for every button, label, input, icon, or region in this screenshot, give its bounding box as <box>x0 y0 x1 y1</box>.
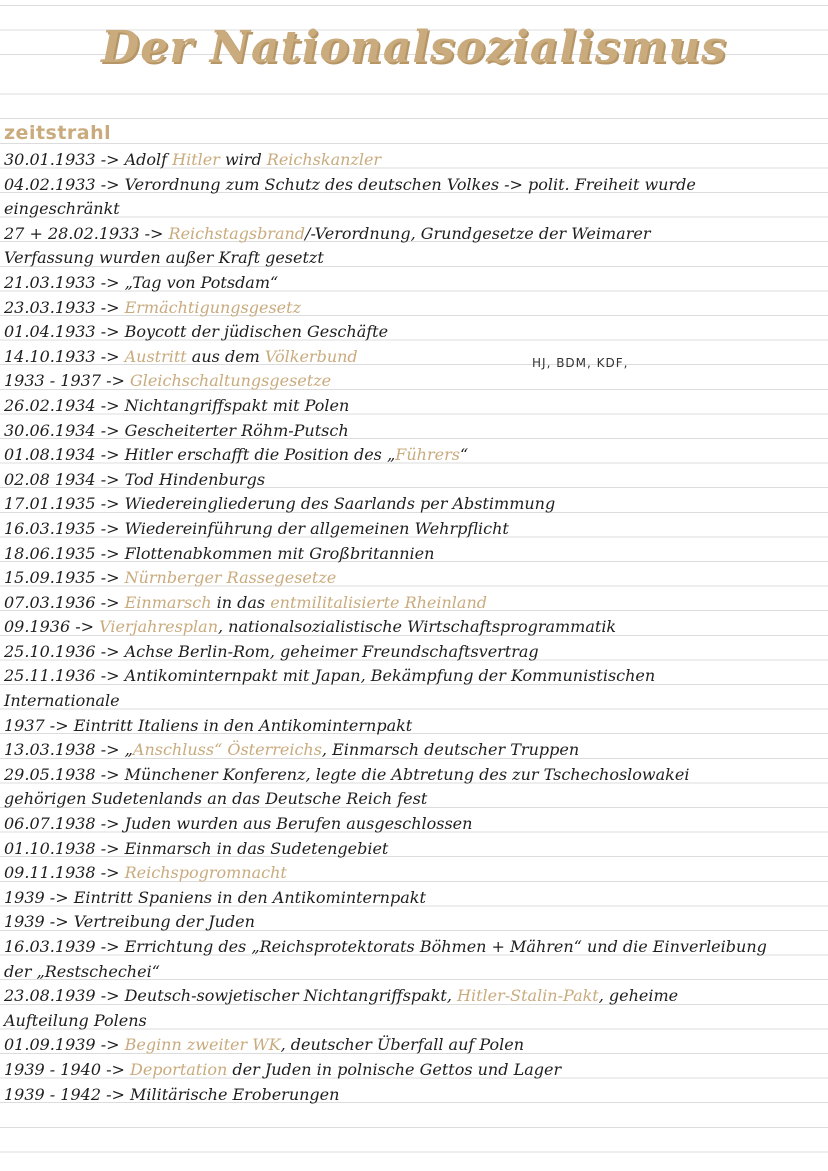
line-text: , Einmarsch deutscher Truppen <box>321 740 580 760</box>
line-text: , nationalsozialistische Wirtschaftsprogrammatik <box>218 617 617 637</box>
line-text: 30.01.1933 -> Adolf <box>4 150 173 169</box>
timeline-notes <box>4 148 822 1107</box>
timeline-line <box>4 394 822 419</box>
timeline-line <box>4 787 822 812</box>
timeline-line <box>4 1083 822 1108</box>
line-text: 1939 -> Eintritt Spaniens in den Antikominternpakt <box>4 887 426 907</box>
line-text: 02.08 1934 -> Tod Hindenburgs <box>4 469 266 489</box>
line-text: 25.11.1936 -> Antikominternpakt mit Japan, Bekämpfung der Kommunistischen <box>4 666 656 686</box>
line-text: eingeschränkt <box>4 199 120 219</box>
line-text: “ <box>459 445 469 465</box>
line-text: 1939 - 1942 -> Militärische Eroberungen <box>4 1084 340 1104</box>
line-text: 01.10.1938 -> Einmarsch in das Sudetengebiet <box>4 838 389 858</box>
highlighted-term: Vierjahresplan <box>99 617 218 637</box>
highlighted-term: Nürnberger Rassegesetze <box>124 568 337 588</box>
timeline-line <box>4 763 822 788</box>
line-text: Internationale <box>4 691 120 711</box>
line-text: 1939 - 1940 -> <box>4 1059 130 1079</box>
timeline-line <box>4 837 822 862</box>
highlighted-term: Ermächtigungsgesetz <box>124 297 301 317</box>
highlighted-term: Einmarsch <box>124 592 212 612</box>
page-title: Der Nationalsozialismus <box>101 22 727 73</box>
timeline-line <box>4 197 822 222</box>
line-text: Verfassung wurden außer Kraft gesetzt <box>4 248 324 268</box>
line-text: 21.03.1933 -> „Tag von Potsdam“ <box>4 272 279 292</box>
timeline-line <box>4 296 822 321</box>
line-text: der Juden in polnische Gettos und Lager <box>227 1059 562 1079</box>
highlighted-term: Hitler-Stalin-Pakt <box>457 986 599 1006</box>
line-text: 15.09.1935 -> <box>4 568 125 588</box>
timeline-line <box>4 246 822 271</box>
line-text: 26.02.1934 -> Nichtangriffspakt mit Polen <box>4 395 350 415</box>
timeline-line <box>4 640 822 665</box>
timeline-line <box>4 910 822 935</box>
timeline-line <box>4 664 822 689</box>
timeline-line <box>4 443 822 468</box>
highlighted-term: Völkerbund <box>264 346 358 366</box>
line-text: 09.11.1938 -> <box>4 863 125 883</box>
timeline-line <box>4 173 822 198</box>
timeline-line <box>4 566 822 591</box>
timeline-line <box>4 714 822 739</box>
line-text: 23.08.1939 -> Deutsch-sowjetischer Nichtangriffspakt, <box>4 986 457 1006</box>
line-text: , deutscher Überfall auf Polen <box>280 1035 525 1055</box>
timeline-line <box>4 468 822 493</box>
line-text: 27 + 28.02.1933 -> <box>4 223 169 243</box>
highlighted-term: entmilitalisierte Rheinland <box>270 592 488 612</box>
highlighted-term: Austritt <box>124 346 187 366</box>
timeline-line <box>4 861 822 886</box>
section-header: zeitstrahl <box>4 122 112 144</box>
line-text: 23.03.1933 -> <box>4 297 125 317</box>
line-text: 17.01.1935 -> Wiedereingliederung des Saarlands per Abstimmung <box>4 494 556 514</box>
highlighted-term: Gleichschaltungsgesetze <box>130 371 332 391</box>
timeline-line <box>4 886 822 911</box>
timeline-line <box>4 984 822 1009</box>
line-text: 1939 -> Vertreibung der Juden <box>4 912 255 932</box>
line-text: 29.05.1938 -> Münchener Konferenz, legte die Abtretung des zur Tschechoslowakei <box>4 764 690 784</box>
line-text: gehörigen Sudetenlands an das Deutsche Reich fest <box>4 789 428 809</box>
timeline-line <box>4 492 822 517</box>
timeline-line <box>4 517 822 542</box>
timeline-line <box>4 738 822 763</box>
highlighted-term: Hitler <box>172 150 220 169</box>
timeline-line <box>4 369 822 394</box>
timeline-line <box>4 1033 822 1058</box>
highlighted-term: Reichspogromnacht <box>124 863 287 883</box>
timeline-line <box>4 615 822 640</box>
timeline-line <box>4 960 822 985</box>
line-text: 14.10.1933 -> <box>4 346 125 366</box>
highlighted-term: Anschluss“ Österreichs <box>132 740 322 760</box>
line-text: 30.06.1934 -> Gescheiterter Röhm-Putsch <box>4 420 349 440</box>
line-text: aus dem <box>186 346 265 366</box>
timeline-line <box>4 419 822 444</box>
line-text: 01.04.1933 -> Boycott der jüdischen Geschäfte <box>4 322 389 342</box>
timeline-line <box>4 222 822 247</box>
line-text: 1933 - 1937 -> <box>4 371 130 391</box>
timeline-line <box>4 689 822 714</box>
highlighted-term: Führers <box>395 445 460 465</box>
timeline-line <box>4 148 822 173</box>
line-text: wird <box>219 150 267 169</box>
highlighted-term: Reichskanzler <box>266 150 382 169</box>
line-text: /-Verordnung, Grundgesetze der Weimarer <box>305 223 651 243</box>
highlighted-term: Reichstagsbrand <box>168 223 306 243</box>
line-text: 25.10.1936 -> Achse Berlin-Rom, geheimer Freundschaftsvertrag <box>4 641 539 661</box>
timeline-line <box>4 591 822 616</box>
line-text: 07.03.1936 -> <box>4 592 125 612</box>
line-text: 09.1936 -> <box>4 617 100 637</box>
line-text: 18.06.1935 -> Flottenabkommen mit Großbritannien <box>4 543 435 563</box>
timeline-line <box>4 935 822 960</box>
timeline-line <box>4 1058 822 1083</box>
line-text: 16.03.1939 -> Errichtung des „Reichsprotektorats Böhmen + Mähren“ und die Einverleibung <box>4 937 767 956</box>
timeline-line <box>4 1009 822 1034</box>
line-text: 01.08.1934 -> Hitler erschafft die Position des „ <box>4 445 396 465</box>
line-text: Aufteilung Polens <box>4 1010 147 1030</box>
line-text: in das <box>211 592 271 612</box>
line-text: 13.03.1938 -> „ <box>4 740 133 760</box>
line-text: 16.03.1935 -> Wiedereinführung der allgemeinen Wehrpflicht <box>4 518 509 538</box>
timeline-line <box>4 271 822 296</box>
timeline-line <box>4 812 822 837</box>
timeline-line <box>4 320 822 345</box>
side-note: HJ, BDM, KDF, <box>532 356 629 370</box>
highlighted-term: Deportation <box>130 1059 228 1079</box>
line-text: 1937 -> Eintritt Italiens in den Antikominternpakt <box>4 715 413 735</box>
timeline-line <box>4 345 822 370</box>
line-text: , geheime <box>598 986 679 1006</box>
line-text: 01.09.1939 -> <box>4 1035 125 1055</box>
line-text: 04.02.1933 -> Verordnung zum Schutz des deutschen Volkes -> polit. Freiheit wurde <box>4 174 696 194</box>
timeline-line <box>4 542 822 567</box>
line-text: der „Restschechei“ <box>4 961 160 981</box>
line-text: 06.07.1938 -> Juden wurden aus Berufen ausgeschlossen <box>4 814 473 834</box>
highlighted-term: Beginn zweiter WK <box>124 1035 281 1055</box>
